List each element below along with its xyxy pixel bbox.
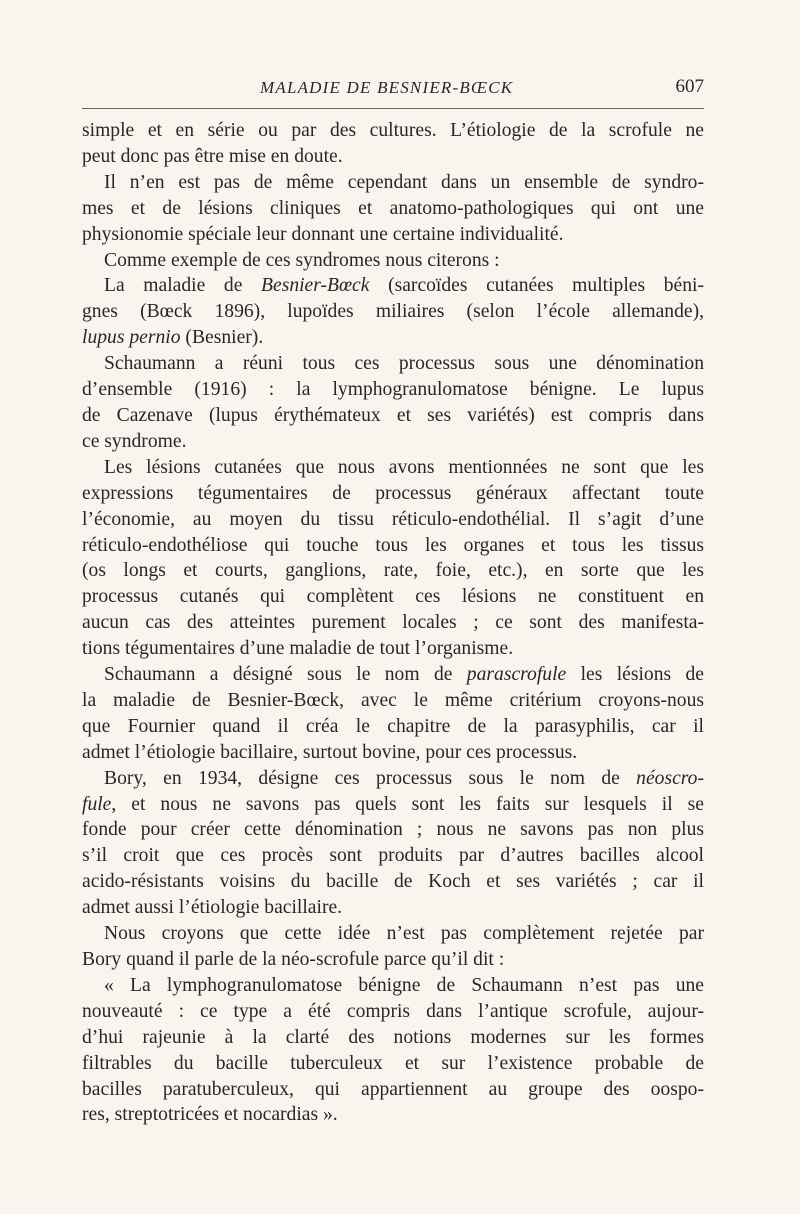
- text-run: ce syndrome.: [82, 430, 187, 452]
- text-run: les lésions de: [566, 664, 704, 686]
- text-line: [82, 248, 704, 274]
- text-line: [82, 662, 704, 688]
- text-run: (os longs et courts, ganglions, rate, foie, etc.), en sorte que les: [82, 560, 704, 582]
- text-line: [82, 507, 704, 533]
- text-run: processus cutanés qui complètent ces lésions ne constituent en: [82, 586, 704, 608]
- text-line: [82, 481, 704, 507]
- text-line: [82, 947, 704, 973]
- text-line: [82, 325, 704, 351]
- text-line: [82, 584, 704, 610]
- text-line: [82, 273, 704, 299]
- text-run: (sarcoïdes cutanées multiples béni-: [369, 275, 704, 297]
- text-run: Bory quand il parle de la néo-scrofule parce qu’il dit :: [82, 949, 505, 970]
- text-run: réticulo-endothéliose qui touche tous les organes et tous les tissus: [82, 534, 704, 556]
- text-line: [82, 636, 704, 662]
- text-line: [82, 740, 704, 766]
- text-run: d’ensemble (1916) : la lymphogranulomatose bénigne. Le lupus: [82, 379, 704, 401]
- text-run: res, streptotricées et nocardias ».: [82, 1104, 338, 1126]
- text-run: bacilles paratuberculeux, qui appartiennent au groupe des oospo-: [82, 1078, 704, 1100]
- text-line: [82, 766, 704, 792]
- text-line: [82, 170, 704, 196]
- text-line: [82, 973, 704, 999]
- text-run: (Besnier).: [180, 327, 264, 349]
- text-line: [82, 688, 704, 714]
- text-run: s’il croit que ces procès sont produits par d’autres bacilles alcool: [82, 845, 704, 867]
- text-line: [82, 895, 704, 921]
- text-run: filtrables du bacille tuberculeux et sur l’existence probable de: [82, 1052, 704, 1074]
- header-rule: [82, 108, 704, 109]
- text-run: tions tégumentaires d’une maladie de tout l’organisme.: [82, 638, 514, 660]
- text-line: [82, 222, 704, 248]
- text-line: [82, 869, 704, 895]
- text-line: [82, 144, 704, 170]
- text-run: Les lésions cutanées que nous avons mentionnées ne sont que les: [104, 456, 704, 478]
- text-line: [82, 377, 704, 403]
- text-line: [82, 792, 704, 818]
- text-line: [82, 921, 704, 947]
- page-number: 607: [675, 76, 704, 97]
- text-run: Nous croyons que cette idée n’est pas complètement rejetée par: [104, 923, 704, 945]
- text-run: physionomie spéciale leur donnant une certaine individualité.: [82, 223, 564, 245]
- text-line: [82, 299, 704, 325]
- text-run: d’hui rajeunie à la clarté des notions modernes sur les formes: [82, 1026, 704, 1048]
- text-line: [82, 843, 704, 869]
- text-run: admet l’étiologie bacillaire, surtout bovine, pour ces processus.: [82, 741, 578, 763]
- text-run: nouveauté : ce type a été compris dans l’antique scrofule, aujour-: [82, 1000, 704, 1022]
- text-line: [82, 455, 704, 481]
- italic-term: Besnier-Bœck: [261, 275, 370, 297]
- text-run: l’économie, au moyen du tissu réticulo-endothélial. Il s’agit d’une: [82, 508, 704, 530]
- text-run: La maladie de: [104, 275, 262, 297]
- text-line: [82, 351, 704, 377]
- italic-term: néoscro-: [636, 767, 704, 789]
- text-run: Bory, en 1934, désigne ces processus sous le nom de: [104, 767, 637, 789]
- text-run: peut donc pas être mise en doute.: [82, 145, 343, 167]
- text-run: mes et de lésions cliniques et anatomo-pathologiques qui ont une: [82, 197, 704, 219]
- text-line: [82, 714, 704, 740]
- text-line: [82, 403, 704, 429]
- running-header: [82, 76, 704, 102]
- text-run: expressions tégumentaires de processus généraux affectant toute: [82, 482, 704, 504]
- text-line: [82, 118, 704, 144]
- italic-term: lupus pernio: [82, 327, 181, 349]
- text-line: [82, 610, 704, 636]
- text-run: Schaumann a désigné sous le nom de: [104, 664, 467, 686]
- text-line: [82, 1077, 704, 1103]
- text-run: simple et en série ou par des cultures. L’étiologie de la scrofule ne: [82, 120, 704, 141]
- text-line: [82, 533, 704, 559]
- text-run: « La lymphogranulomatose bénigne de Schaumann n’est pas une: [104, 974, 704, 996]
- text-line: [82, 196, 704, 222]
- text-line: [82, 1025, 704, 1051]
- text-run: admet aussi l’étiologie bacillaire.: [82, 897, 343, 919]
- text-run: Schaumann a réuni tous ces processus sous une dénomination: [104, 353, 704, 375]
- text-line: [82, 1102, 704, 1128]
- text-run: aucun cas des atteintes purement locales ; ce sont des manifesta-: [82, 612, 704, 634]
- text-run: , et nous ne savons pas quels sont les faits sur lesquels il se: [111, 793, 704, 815]
- text-run: Il n’en est pas de même cependant dans un ensemble de syndro-: [104, 171, 704, 193]
- text-run: de Cazenave (lupus érythémateux et ses variétés) est compris dans: [82, 404, 704, 426]
- text-line: [82, 817, 704, 843]
- text-line: [82, 999, 704, 1025]
- text-line: [82, 558, 704, 584]
- text-run: acido-résistants voisins du bacille de Koch et ses variétés ; car il: [82, 871, 704, 893]
- text-run: Comme exemple de ces syndromes nous citerons :: [104, 249, 500, 271]
- text-run: la maladie de Besnier-Bœck, avec le même critérium croyons-nous: [82, 689, 704, 711]
- italic-term: fule: [82, 793, 112, 815]
- body-text: [82, 118, 704, 1128]
- running-title: MALADIE DE BESNIER-BŒCK: [260, 78, 514, 97]
- text-line: [82, 429, 704, 455]
- text-run: fonde pour créer cette dénomination ; nous ne savons pas non plus: [82, 819, 704, 841]
- text-run: que Fournier quand il créa le chapitre de la parasyphilis, car il: [82, 715, 704, 737]
- italic-term: parascrofule: [466, 664, 567, 686]
- text-run: gnes (Bœck 1896), lupoïdes miliaires (selon l’école allemande),: [82, 301, 704, 323]
- text-line: [82, 1051, 704, 1077]
